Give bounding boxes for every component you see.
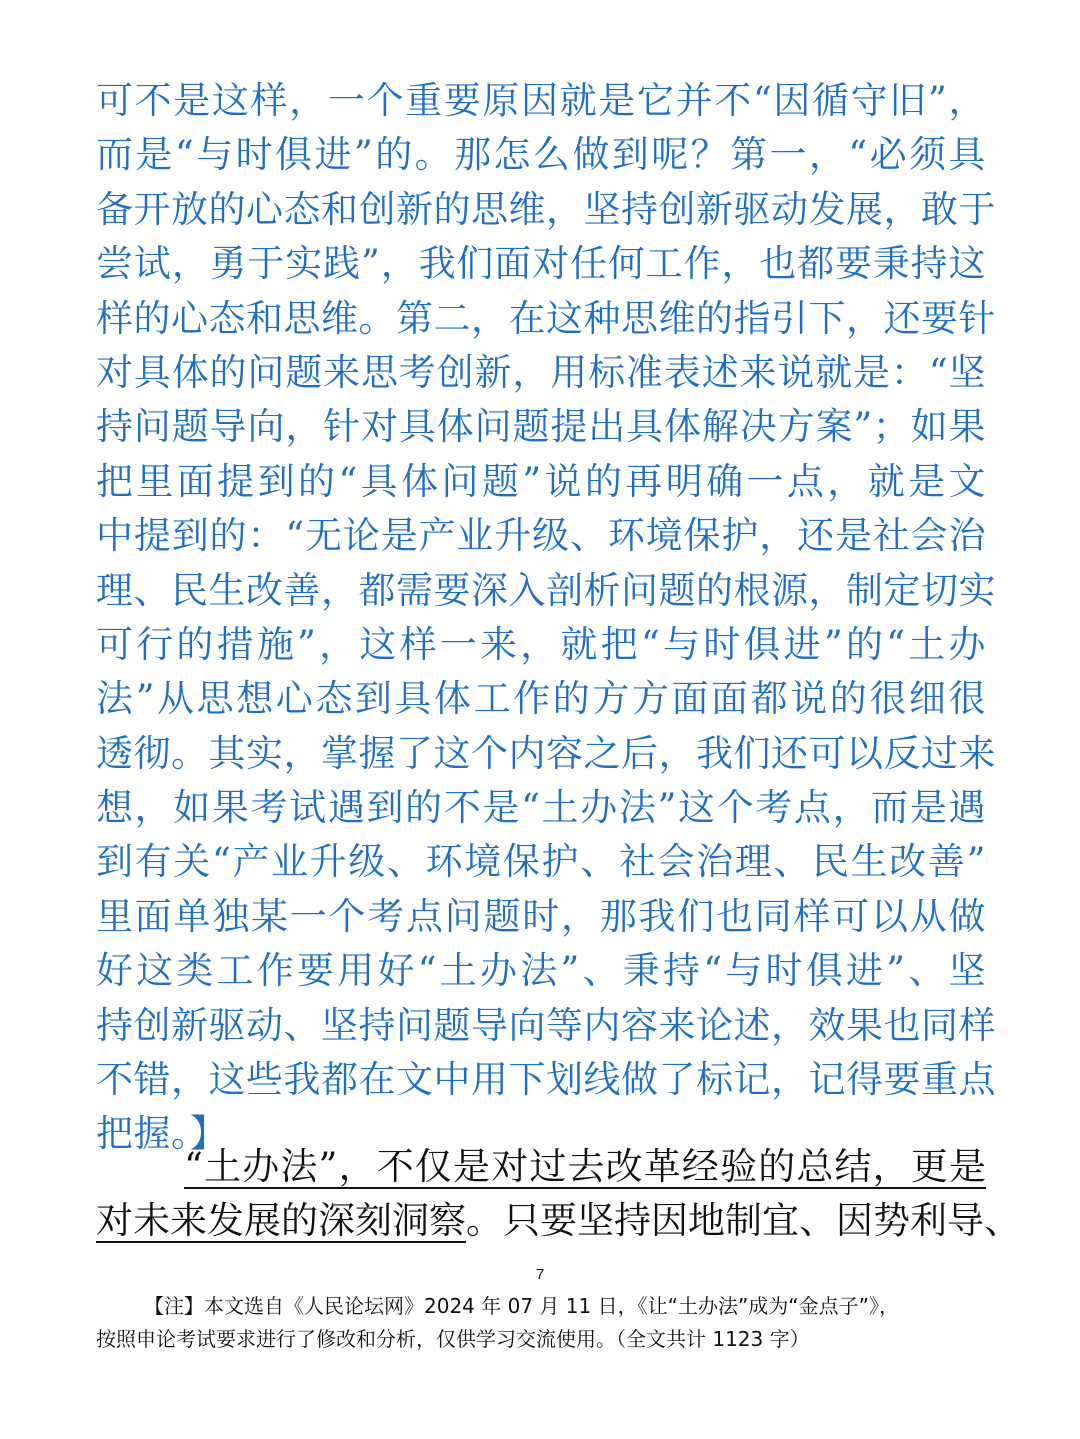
body-line (96, 1194, 1021, 1248)
analysis-line: 想，如果考试遇到的不是“土办法”这个考点，而是遇 (96, 786, 986, 830)
analysis-line: 样的心态和思维。第二，在这种思维的指引下，还要针 (96, 296, 996, 340)
body-paragraph (96, 1140, 1021, 1248)
analysis-paragraph (96, 74, 996, 1162)
note-line: 按照申论考试要求进行了修改和分析，仅供学习交流使用。（全文共计 1123 字） (96, 1327, 810, 1351)
analysis-line: 中提到的：“无论是产业升级、环境保护，还是社会治 (96, 514, 986, 558)
analysis-line: 里面单独某一个考点问题时，那我们也同样可以从做 (96, 894, 986, 938)
note-line: 【注】本文选自《人民论坛网》2024 年 07 月 11 日，《让“土办法”成为“金点子”》， (144, 1294, 900, 1318)
page-number: 7 (535, 1266, 545, 1283)
analysis-line: 把握。】 (96, 1112, 228, 1156)
analysis-line: 好这类工作要用好“土办法”、秉持“与时俱进”、坚 (96, 949, 986, 993)
analysis-line: 持问题导向，针对具体问题提出具体解决方案”；如果 (96, 405, 986, 449)
underlined-phrase: “土办法”，不仅是对过去改革经验的总结，更是 (184, 1145, 986, 1188)
analysis-line: 而是“与时俱进”的。那怎么做到呢？第一，“必须具 (96, 133, 986, 177)
analysis-line: 理、民生改善，都需要深入剖析问题的根源，制定切实 (96, 568, 996, 612)
analysis-line: 对具体的问题来思考创新，用标准表述来说就是：“坚 (96, 350, 986, 394)
analysis-line: 备开放的心态和创新的思维，坚持创新驱动发展，敢于 (96, 187, 996, 231)
analysis-line: 可不是这样，一个重要原因就是它并不“因循守旧”， (96, 79, 986, 122)
analysis-line: 不错，这些我都在文中用下划线做了标记，记得要重点 (96, 1058, 996, 1102)
analysis-line: 把里面提到的“具体问题”说的再明确一点，就是文 (96, 459, 986, 503)
analysis-line: 尝试，勇于实践”，我们面对任何工作，也都要秉持这 (96, 242, 986, 286)
analysis-line: 可行的措施”，这样一来，就把“与时俱进”的“土办 (96, 622, 986, 666)
analysis-line: 持创新驱动、坚持问题导向等内容来论述，效果也同样 (96, 1003, 996, 1047)
source-note (96, 1290, 996, 1356)
body-text: 。只要坚持因地制宜、因势利导、 (466, 1199, 1021, 1242)
underlined-phrase: 对未来发展的深刻洞察 (96, 1199, 466, 1242)
analysis-line: 到有关“产业升级、环境保护、社会治理、民生改善” (96, 840, 986, 884)
body-line (96, 1140, 986, 1194)
analysis-line: 透彻。其实，掌握了这个内容之后，我们还可以反过来 (96, 731, 996, 775)
analysis-line: 法”从思想心态到具体工作的方方面面都说的很细很 (96, 677, 986, 721)
